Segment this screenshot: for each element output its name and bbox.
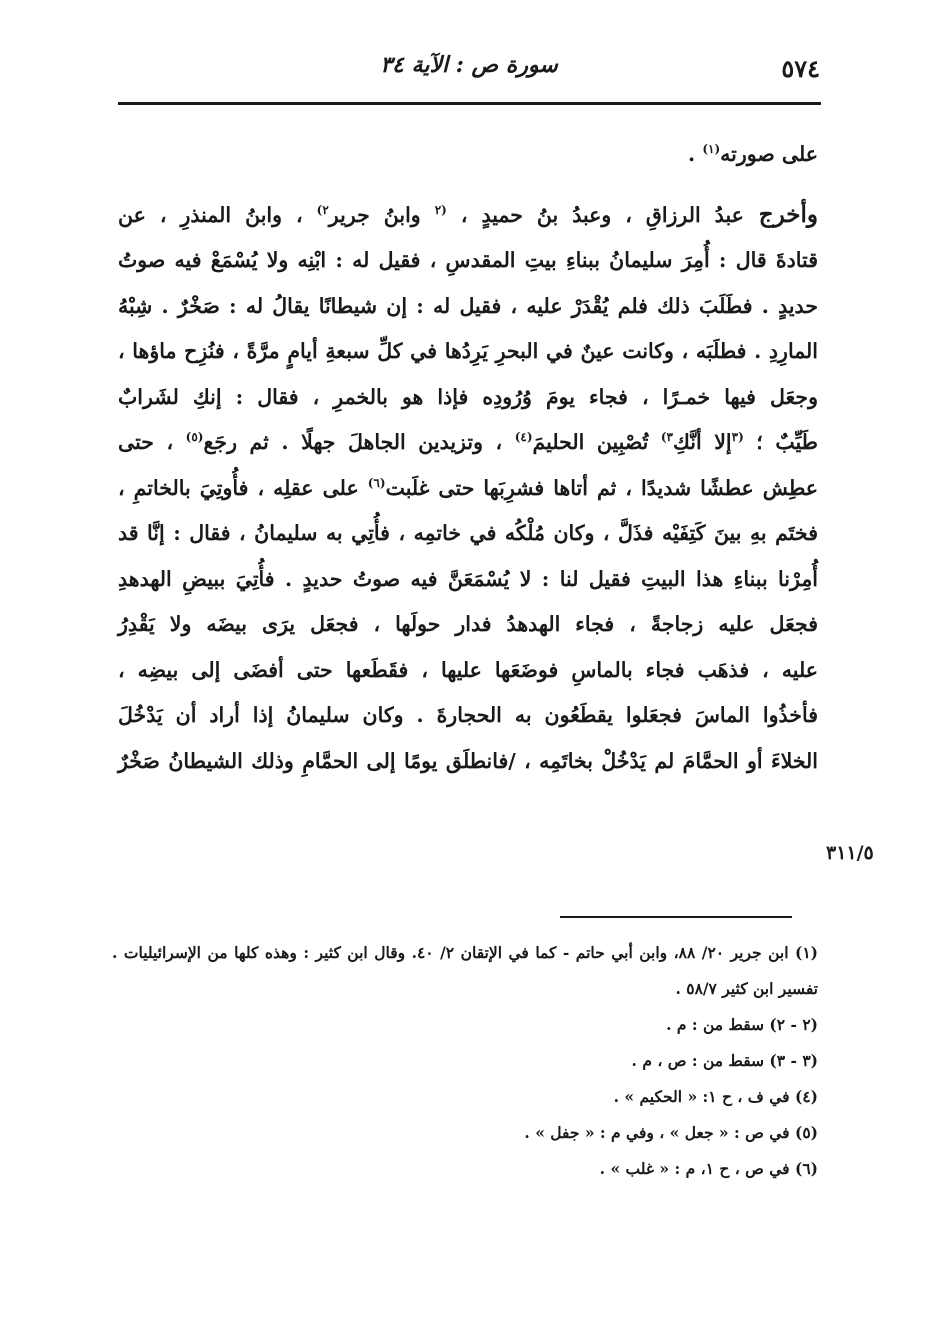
footnote-item: (٤) في ف ، ح ١: « الحكيم » . <box>613 1087 818 1106</box>
page-header <box>118 50 820 92</box>
line-text: على عقلِه ، فأُوتِيَ بالخاتمِ ، <box>118 475 368 500</box>
text-line: المارِدِ . فطلَبَه ، وكانت عينٌ في البحرِ يَرِدُها في كلِّ سبعةِ أيامٍ مرَّةً ، فنُزِح ماؤها ، <box>118 339 818 363</box>
footnote-item: (٣ - ٣) سقط من : ص ، م . <box>631 1051 818 1070</box>
text-line: فأخذُوا الماسَ فجعَلوا يقطَعُون به الحجارةَ . وكان سليمانُ إذا أراد أن يَدْخُلَ <box>118 703 818 727</box>
footnote-item: (١) ابن جرير ٢٠/ ٨٨، وابن أبي حاتم - كما في الإتقان ٢/ ٤٠. وقال ابن كثير : وهذه كلها من الإسرائيليات . تفسير ابن كثير ٥٨/٧ . <box>112 943 818 998</box>
opening-end: . <box>688 142 703 166</box>
footnote-marker: ٣) <box>660 430 673 445</box>
footnote-rule <box>560 916 792 918</box>
footnote-marker: ٢) <box>316 202 329 217</box>
text-line <box>118 466 818 512</box>
footnotes <box>112 935 818 1187</box>
margin-reference: ٣١١/٥ <box>826 842 874 864</box>
footnote-item: (٢ - ٢) سقط من : م . <box>666 1015 818 1034</box>
running-title: سورة ص : الآية ٣٤ <box>380 52 558 78</box>
paragraph <box>118 192 818 785</box>
text-line: فجعَل عليه زجاجةً ، فجاء الهدهدُ فدار حولَها ، فجعَل يرَى بيضَه ولا يَقْدِرُ <box>118 612 818 636</box>
text-line: أُمِرْنا ببناءِ هذا البيتِ فقيل لنا : لا يُسْمَعَنَّ فيه صوتُ حديدٍ . فأُتِيَ ببيضِ الهدهدِ <box>118 566 818 591</box>
line-text: طَيِّبٌ ؛ <box>743 430 818 454</box>
footnote-marker: (٦) <box>367 475 386 490</box>
text-line: حديدٍ . فطَلَبَ ذلك فلم يُقْدَرْ عليه ، فقيل له : إن شيطانًا يقالُ له : صَخْرٌ . شِبْهُ <box>118 293 818 318</box>
text-line <box>118 192 818 239</box>
line-text: تُصْبِين الحليمَ <box>532 430 661 454</box>
page-number: ٥٧٤ <box>781 54 820 83</box>
text-line: قتادةَ قال : أُمِرَ سليمانُ ببناءِ بيتِ المقدسِ ، فقيل له : ابْنِه ولا يُسْمَعْ فيه صوتُ <box>118 248 818 272</box>
opening-text: على صورته <box>720 142 818 166</box>
footnote-marker: (٢ <box>434 202 447 217</box>
text-line: فختَم بهِ بينَ كَتِفَيْه فذَلَّ ، وكان مُلْكُه في خاتمِه ، فأُتِي به سليمانُ ، فقال : إنَّا قد <box>118 521 818 545</box>
footnote-item: (٦) في ص ، ح ١، م : « غلب » . <box>599 1159 818 1178</box>
text-line: وجعَل فيها خمـرًا ، فجاء يومَ وُرُودِه فإذا هو بالخمرِ ، فقال : إنكِ لشَرابٌ <box>118 384 818 409</box>
text-line: الخلاءَ أو الحمَّامَ لم يَدْخُلْ بخاتَمِه ، /فانطلَق يومًا إلى الحمَّامِ وذلك الشيطانُ صَخْرٌ <box>118 748 818 773</box>
text-line: عليه ، فذهَب فجاء بالماسِ فوضَعَها عليها ، فقَطَعها حتى أفضَى إلى بيضِه ، <box>118 657 818 682</box>
line-text: ، وتزيدين الجاهلَ جهلًا . ثم رجَع <box>203 430 515 454</box>
lead-word: وأخرج <box>743 200 818 228</box>
footnote-item: (٥) في ص : « جعل » ، وفي م : « جفل » . <box>524 1123 818 1142</box>
line-text: ، حتى <box>118 430 186 454</box>
line-text: ، وابنُ المنذرِ ، عن <box>118 202 317 227</box>
footnote-marker: (١) <box>702 142 721 157</box>
text-line <box>118 420 818 466</box>
line-text: عطِش عطشًا شديدًا ، ثم أتاها فشرِبَها حتى غلَبت <box>385 475 818 500</box>
opening-line <box>118 132 818 178</box>
footnote-marker: (٤) <box>514 430 533 445</box>
footnote-marker: (٣ <box>731 430 744 445</box>
header-rule <box>118 102 821 105</box>
line-text: عبدُ الرزاقِ ، وعبدُ بنُ حميدٍ ، <box>446 202 744 227</box>
main-text <box>118 132 818 784</box>
footnote-marker: (٥) <box>185 430 204 445</box>
line-text: وابنُ جرير <box>328 202 435 227</box>
line-text: إلا أنَّكِ <box>673 430 732 454</box>
